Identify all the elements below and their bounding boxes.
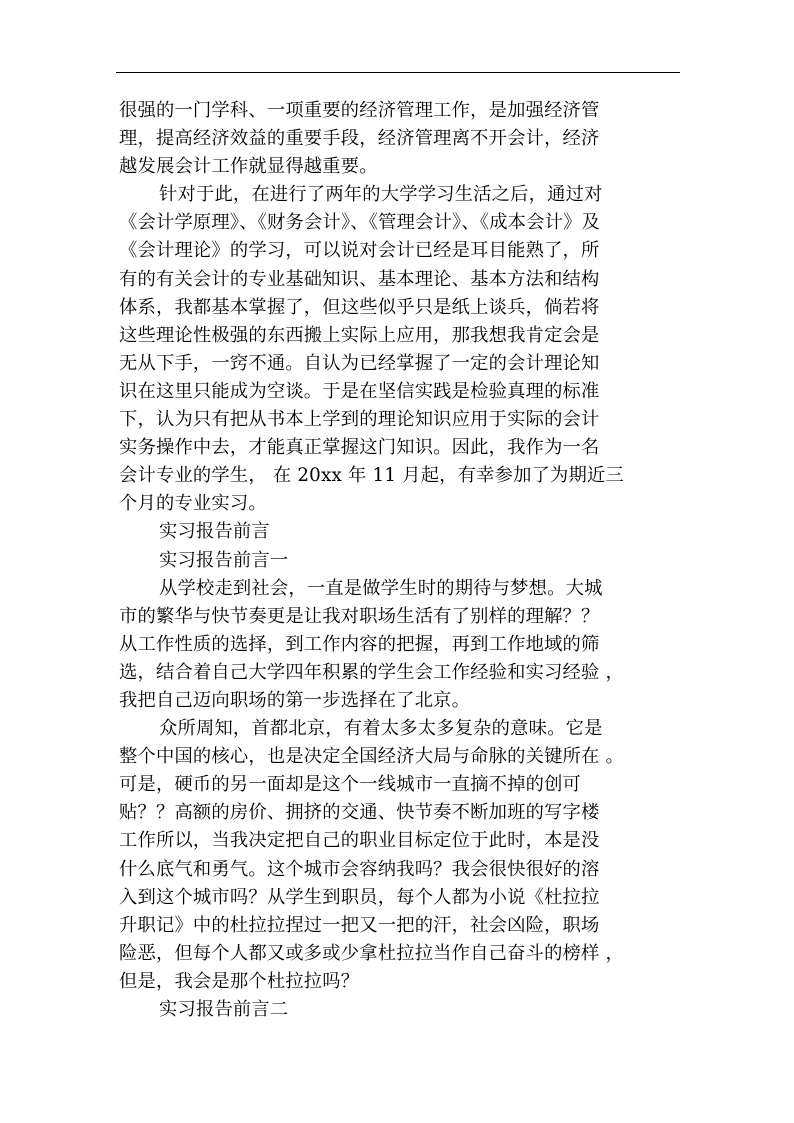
text-line: 实习报告前言: [159, 521, 270, 543]
text-line: 理，提高经济效益的重要手段，经济管理离不开会计，经济: [119, 128, 600, 150]
text-line: 体系，我都基本掌握了，但这些似乎只是纸上谈兵，倘若将: [119, 296, 600, 318]
text-line: 入到这个城市吗？从学生到职员，每个人都为小说《杜拉拉: [119, 886, 600, 908]
text-line: 众所周知，首都北京，有着太多太多复杂的意味。它是: [159, 718, 603, 740]
text-line: 升职记》中的杜拉拉捏过一把又一把的汗，社会凶险，职场: [119, 914, 600, 936]
text-line: 很强的一门学科、一项重要的经济管理工作，是加强经济管: [119, 100, 600, 121]
text-line: 整个中国的核心，也是决定全国经济大局与命脉的关键所在 。: [119, 746, 625, 768]
text-line: 越发展会计工作就显得越重要。: [119, 156, 378, 178]
text-line: 实务操作中去，才能真正掌握这门知识。因此，我作为一名: [119, 437, 600, 459]
text-line: 从学校走到社会，一直是做学生时的期待与梦想。大城: [159, 577, 603, 599]
text-line: 无从下手，一窍不通。自认为已经掌握了一定的会计理论知: [119, 352, 600, 374]
text-line: 但是，我会是那个杜拉拉吗？: [119, 970, 360, 992]
text-line: 我把自己迈向职场的第一步选择在了北京。: [119, 689, 471, 711]
text-line: 针对于此，在进行了两年的大学学习生活之后，通过对: [159, 184, 603, 206]
text-line: 个月的专业实习。: [119, 493, 267, 515]
text-line: 识在这里只能成为空谈。于是在坚信实践是检验真理的标准: [119, 380, 600, 402]
header-rule: [116, 72, 680, 73]
text-line: 从工作性质的选择，到工作内容的把握，再到工作地域的筛: [119, 633, 600, 655]
text-line: 贴？？高额的房价、拥挤的交通、快节奏不断加班的写字楼: [119, 802, 600, 824]
text-line: 可是，硬币的另一面却是这个一线城市一直摘不掉的创可: [119, 774, 582, 796]
text-line: 选，结合着自己大学四年积累的学生会工作经验和实习经验 ，: [119, 661, 625, 683]
text-line: 实习报告前言二: [159, 999, 289, 1020]
text-line: 工作所以，当我决定把自己的职业目标定位于此时，本是没: [119, 830, 600, 852]
text-line: 《会计学原理》、《财务会计》、《管理会计》、《成本会计》及: [119, 212, 601, 234]
text-line: 会计专业的学生， 在 20xx 年 11 月起，有幸参加了为期近三: [119, 465, 624, 487]
text-line: 险恶，但每个人都又或多或少拿杜拉拉当作自己奋斗的榜样 ，: [119, 942, 625, 964]
text-line: 有的有关会计的专业基础知识、基本理论、基本方法和结构: [119, 268, 600, 290]
text-line: 这些理论性极强的东西搬上实际上应用，那我想我肯定会是: [119, 324, 600, 346]
text-line: 市的繁华与快节奏更是让我对职场生活有了别样的理解？？: [119, 605, 600, 627]
text-line: 《会计理论》的学习，可以说对会计已经是耳目能熟了，所: [119, 240, 600, 262]
text-line: 下，认为只有把从书本上学到的理论知识应用于实际的会计: [119, 409, 600, 431]
text-line: 什么底气和勇气。这个城市会容纳我吗？我会很快很好的溶: [119, 858, 600, 880]
document-body: [119, 97, 675, 1024]
text-line: 实习报告前言一: [159, 549, 289, 571]
